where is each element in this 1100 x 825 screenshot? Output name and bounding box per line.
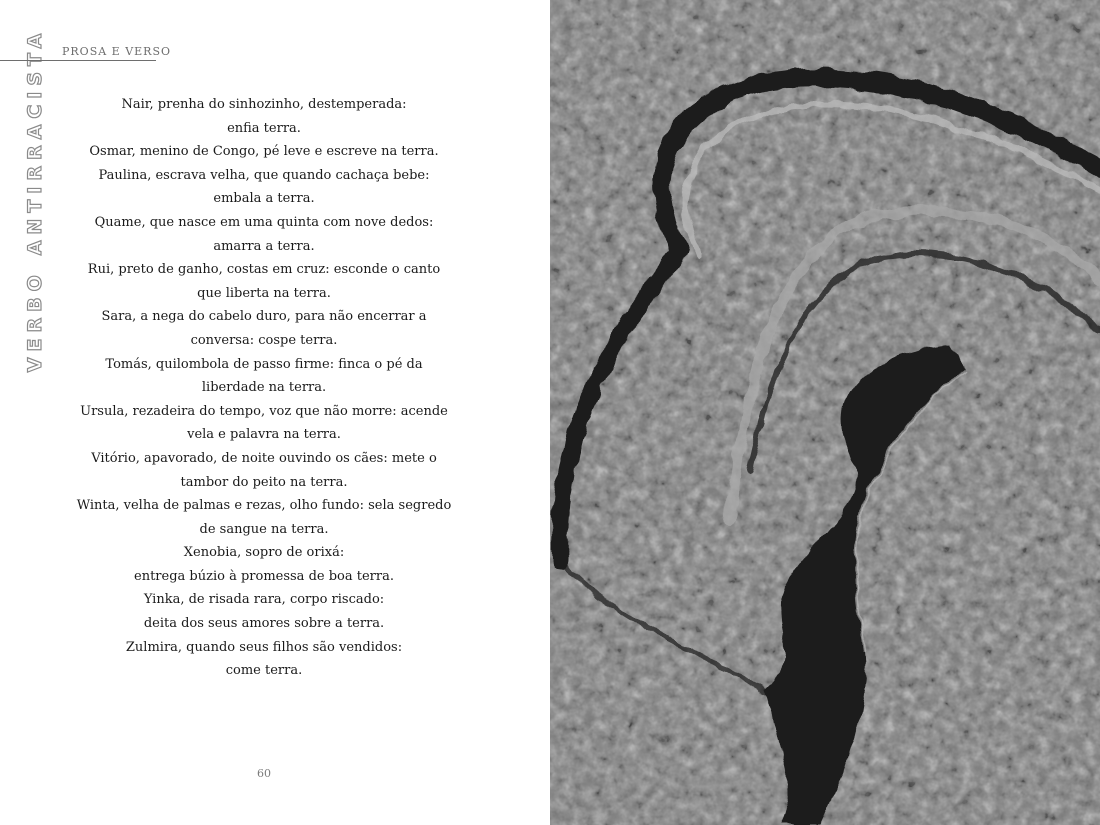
poem-line: Zulmira, quando seus filhos são vendidos: [125,639,403,655]
poem-line: tambor do peito na terra. [180,474,348,490]
poem-line: come terra. [225,663,303,679]
poem-line: Tomás, quilombola de passo firme: finca o pé da [105,356,423,372]
poem-line: Sara, a nega do cabelo duro, para não encerrar a [101,309,427,325]
poem-line: que liberta na terra. [197,285,331,301]
poem-line: Nair, prenha do sinhozinho, destemperada: [121,97,407,112]
artwork-panel [550,0,1100,825]
poem-line: Xenobia, sopro de orixá: [183,545,345,561]
poem-line: embala a terra. [213,191,315,207]
poem-line: entrega búzio à promessa de boa terra. [134,568,394,584]
poem-line: Vitório, apavorado, de noite ouvindo os cães: mete o [91,450,437,466]
header-rule [0,60,156,61]
poem-line: Quame, que nasce em uma quinta com nove dedos: [94,214,434,230]
poem-line: Ursula, rezadeira do tempo, voz que não morre: acende [80,403,448,419]
poem-line: enfia terra. [227,120,301,136]
title-word-verbo: VERBO [24,269,46,373]
poem [74,93,454,683]
poem-line: liberdade na terra. [201,380,327,396]
poem-line: amarra a terra. [213,238,315,254]
poem-line: Yinka, de risada rara, corpo riscado: [143,592,385,608]
poem-line: Paulina, escrava velha, que quando cachaça bebe: [98,167,430,183]
poem-line: Winta, velha de palmas e rezas, olho fundo: sela segredo [76,498,452,514]
page-number: 60 [257,767,271,780]
poem-line: Osmar, menino de Congo, pé leve e escreve na terra. [89,144,439,160]
poem-line: Rui, preto de ganho, costas em cruz: esconde o canto [87,262,441,278]
poem-line: de sangue na terra. [199,521,329,537]
poem-line: conversa: cospe terra. [190,332,338,348]
poem-line: deita dos seus amores sobre a terra. [143,616,385,632]
poem-line: vela e palavra na terra. [187,427,341,443]
vertical-book-title [24,28,46,372]
title-word-antirracista: ANTIRRACISTA [24,27,46,256]
abstract-texture-artwork [550,0,1100,825]
section-label: PROSA E VERSO [62,45,172,58]
